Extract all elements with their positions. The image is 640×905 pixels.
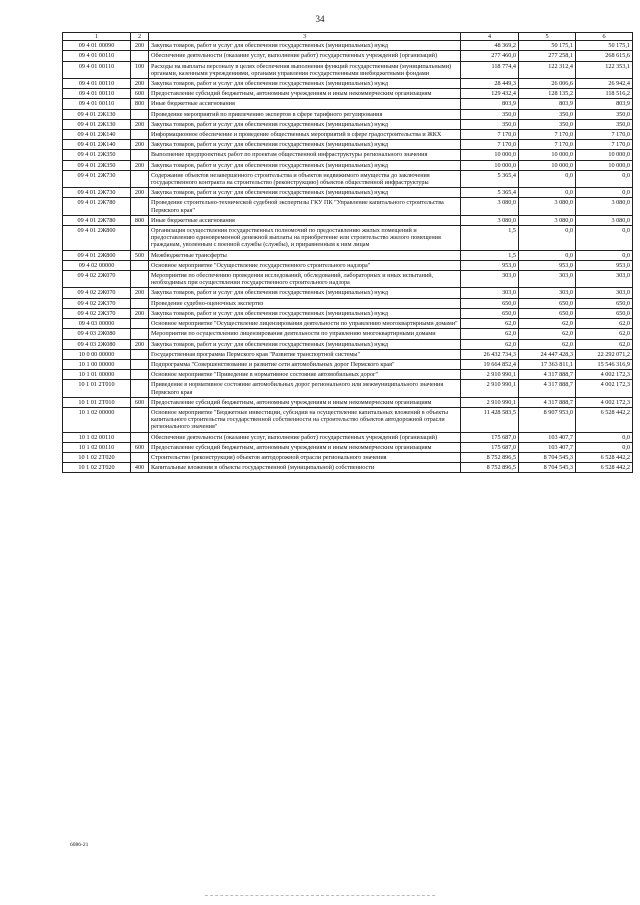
row-name: Капитальные вложения в объекты государственной (муниципальной) собственности [149,463,461,473]
row-name: Основное мероприятие "Осуществление государственного строительного надзора" [149,260,461,270]
row-value-col6: 4 002 172,3 [576,397,633,407]
row-name: Приведение в нормативное состояние автомобильных дорог регионального или межмуниципального значения Пермского края [149,380,461,397]
table-row [63,397,633,407]
row-value-col4: 26 432 734,3 [461,349,519,359]
table-row [63,288,633,298]
row-type-code [131,170,149,187]
column-header: 1 [63,33,131,41]
row-value-col6: 7 170,0 [576,130,633,140]
row-type-code [131,298,149,308]
column-header: 3 [149,33,461,41]
row-code: 09 4 01 2Ж140 [63,140,131,150]
row-value-col6: 650,0 [576,298,633,308]
row-value-col5: 8 704 545,3 [519,463,576,473]
row-type-code: 200 [131,41,149,51]
table-row [63,329,633,339]
row-value-col4: 175 687,0 [461,432,519,442]
row-value-col6: 7 170,0 [576,140,633,150]
row-type-code [131,407,149,432]
row-name: Иные бюджетные ассигнования [149,215,461,225]
table-row [63,359,633,369]
row-type-code: 600 [131,442,149,452]
row-type-code [131,260,149,270]
row-code: 10 1 02 2Т020 [63,452,131,462]
row-type-code [131,319,149,329]
budget-table [62,32,633,473]
table-row [63,452,633,462]
row-name: Строительство (реконструкция) объектов автодорожной отрасли регионального значения [149,452,461,462]
row-value-col4: 3 080,0 [461,215,519,225]
row-value-col4: 19 664 852,4 [461,359,519,369]
row-value-col6: 303,0 [576,271,633,288]
row-code: 10 1 01 00000 [63,370,131,380]
row-code: 09 4 03 2Ж080 [63,329,131,339]
row-value-col5: 62,0 [519,319,576,329]
row-value-col6: 62,0 [576,329,633,339]
table-row [63,319,633,329]
row-type-code: 400 [131,463,149,473]
row-value-col6: 4 002 172,3 [576,370,633,380]
table-row [63,109,633,119]
row-value-col4: 62,0 [461,339,519,349]
row-value-col4: 3 080,0 [461,198,519,215]
column-header: 4 [461,33,519,41]
row-name: Иные бюджетные ассигнования [149,99,461,109]
row-value-col4: 129 432,4 [461,89,519,99]
row-value-col6: 10 000,0 [576,160,633,170]
row-value-col5: 0,0 [519,188,576,198]
row-value-col4: 28 449,3 [461,79,519,89]
column-header: 2 [131,33,149,41]
row-name: Закупка товаров, работ и услуг для обеспечения государственных (муниципальных) нужд [149,160,461,170]
table-row [63,51,633,61]
row-value-col6: 15 546 316,9 [576,359,633,369]
row-type-code: 200 [131,160,149,170]
row-type-code [131,452,149,462]
row-name: Основное мероприятие "Бюджетные инвестиции, субсидии на осуществление капитальных вложений в объекты капитального строительства государственной собственности на строительство объектов автодорожной отрасли регионального значения" [149,407,461,432]
row-name: Организация осуществления государственных полномочий по предоставлению жилых помещений и предоставлению единовременной денежной выплаты на приобретение или строительство жилого помещения гражданам, уволенным с военной службы (службы), и приравненным к ним лицам [149,226,461,251]
row-value-col4: 175 687,0 [461,442,519,452]
row-type-code: 800 [131,215,149,225]
row-value-col4: 48 369,2 [461,41,519,51]
row-type-code [131,349,149,359]
row-code: 10 1 01 2Т010 [63,397,131,407]
row-value-col6: 22 292 071,2 [576,349,633,359]
table-row [63,198,633,215]
row-name: Основное мероприятие "Приведение в нормативное состояние автомобильных дорог" [149,370,461,380]
table-row [63,89,633,99]
table-row [63,407,633,432]
table-row [63,463,633,473]
row-type-code [131,150,149,160]
row-name: Информационное обеспечение и проведение общественных мероприятий в сфере градостроительства и ЖКХ [149,130,461,140]
row-type-code: 600 [131,89,149,99]
row-code: 09 4 02 2Ж070 [63,271,131,288]
row-name: Проведение судебно-оценочных экспертиз [149,298,461,308]
table-row [63,170,633,187]
row-value-col5: 8 704 545,3 [519,452,576,462]
row-code: 09 4 01 2Ж130 [63,109,131,119]
table-header-row [63,33,633,41]
row-value-col5: 4 317 888,7 [519,370,576,380]
row-value-col5: 10 000,0 [519,160,576,170]
table-row [63,339,633,349]
row-type-code: 100 [131,61,149,78]
row-name: Основное мероприятие "Осуществление лицензирования деятельности по управлению многоквартирными домами" [149,319,461,329]
row-value-col5: 128 135,2 [519,89,576,99]
row-name: Расходы на выплаты персоналу в целях обеспечения выполнения функций государственными (муниципальными) органами, казенными учреждениями, органами управления государственными внебюджетными фондами [149,61,461,78]
row-name: Подпрограмма "Совершенствование и развитие сети автомобильных дорог Пермского края" [149,359,461,369]
row-name: Предоставление субсидий бюджетным, автономным учреждениям и иным некоммерческим организациям [149,89,461,99]
row-value-col5: 650,0 [519,308,576,318]
row-value-col5: 277 258,1 [519,51,576,61]
table-row [63,79,633,89]
row-value-col6: 50 175,1 [576,41,633,51]
row-value-col4: 5 365,4 [461,170,519,187]
row-name: Закупка товаров, работ и услуг для обеспечения государственных (муниципальных) нужд [149,288,461,298]
row-type-code [131,432,149,442]
row-value-col5: 17 363 811,1 [519,359,576,369]
table-row [63,442,633,452]
row-name: Обеспечение деятельности (оказание услуг, выполнение работ) государственных учреждений (организаций) [149,51,461,61]
table-row [63,160,633,170]
row-value-col4: 10 000,0 [461,150,519,160]
page-number: 34 [315,14,325,24]
bottom-divider [205,895,435,896]
row-value-col5: 103 407,7 [519,432,576,442]
row-name: Закупка товаров, работ и услуг для обеспечения государственных (муниципальных) нужд [149,41,461,51]
row-value-col5: 803,9 [519,99,576,109]
row-value-col5: 10 000,0 [519,150,576,160]
row-code: 10 1 02 00110 [63,442,131,452]
row-value-col4: 8 752 896,5 [461,463,519,473]
row-type-code [131,130,149,140]
row-value-col6: 4 002 172,3 [576,380,633,397]
row-code: 09 4 01 2Ж730 [63,188,131,198]
row-value-col4: 650,0 [461,298,519,308]
row-value-col5: 7 170,0 [519,140,576,150]
row-value-col5: 62,0 [519,339,576,349]
row-value-col6: 0,0 [576,432,633,442]
row-value-col5: 953,0 [519,260,576,270]
table-row [63,370,633,380]
row-code: 10 0 00 00000 [63,349,131,359]
column-header: 6 [576,33,633,41]
table-row [63,41,633,51]
row-name: Содержание объектов незавершенного строительства и объектов недвижимого имущества до заключения государственного контракта на строительство (реконструкцию) объектов общественной инфраструктуры [149,170,461,187]
table-row [63,215,633,225]
row-value-col4: 350,0 [461,109,519,119]
row-code: 09 4 01 2Ж800 [63,250,131,260]
row-name: Проведение мероприятий по привлечению экспертов в сфере тарифного регулирования [149,109,461,119]
row-name: Мероприятия по обеспечению проведения исследований, обследований, лабораторных и иных испытаний, необходимых при осуществлении государственного строительного надзора [149,271,461,288]
row-value-col4: 62,0 [461,319,519,329]
row-value-col5: 4 317 888,7 [519,397,576,407]
row-value-col6: 62,0 [576,319,633,329]
row-type-code [131,109,149,119]
row-name: Межбюджетные трансферты [149,250,461,260]
row-value-col4: 2 910 990,1 [461,380,519,397]
row-code: 10 1 02 00110 [63,432,131,442]
row-value-col6: 6 528 442,2 [576,463,633,473]
row-value-col5: 8 907 953,0 [519,407,576,432]
row-code: 09 4 01 00110 [63,79,131,89]
row-value-col6: 118 516,2 [576,89,633,99]
row-code: 09 4 01 00110 [63,61,131,78]
row-code: 09 4 01 2Ж350 [63,160,131,170]
row-value-col4: 1,5 [461,226,519,251]
table-row [63,61,633,78]
row-value-col4: 11 428 583,5 [461,407,519,432]
row-code: 09 4 01 00110 [63,51,131,61]
row-value-col4: 303,0 [461,271,519,288]
row-code: 09 4 01 2Ж730 [63,170,131,187]
table-row [63,308,633,318]
row-value-col5: 3 080,0 [519,198,576,215]
row-type-code: 200 [131,339,149,349]
row-value-col4: 650,0 [461,308,519,318]
row-value-col5: 24 447 428,3 [519,349,576,359]
table-row [63,150,633,160]
row-value-col5: 303,0 [519,288,576,298]
row-value-col6: 0,0 [576,226,633,251]
table-row [63,260,633,270]
row-value-col6: 3 080,0 [576,215,633,225]
row-value-col5: 122 312,4 [519,61,576,78]
row-value-col6: 303,0 [576,288,633,298]
row-value-col6: 0,0 [576,170,633,187]
row-value-col4: 62,0 [461,329,519,339]
row-type-code [131,271,149,288]
row-type-code: 200 [131,79,149,89]
footer-code: 6086-21 [70,842,89,848]
row-name: Закупка товаров, работ и услуг для обеспечения государственных (муниципальных) нужд [149,140,461,150]
row-type-code: 800 [131,99,149,109]
row-value-col4: 303,0 [461,288,519,298]
row-value-col4: 350,0 [461,119,519,129]
row-value-col5: 0,0 [519,226,576,251]
table-row [63,188,633,198]
row-value-col4: 277 460,0 [461,51,519,61]
row-code: 10 1 02 2Т020 [63,463,131,473]
row-code: 09 4 01 2Ж780 [63,198,131,215]
row-value-col6: 0,0 [576,188,633,198]
row-value-col6: 6 528 442,2 [576,452,633,462]
table-body [63,41,633,473]
row-code: 09 4 01 2Ж140 [63,130,131,140]
table-row [63,119,633,129]
row-value-col5: 3 080,0 [519,215,576,225]
table-row [63,298,633,308]
row-value-col4: 2 910 990,1 [461,370,519,380]
table-row [63,271,633,288]
row-code: 09 4 02 00000 [63,260,131,270]
row-value-col6: 10 000,0 [576,150,633,160]
row-value-col5: 0,0 [519,250,576,260]
row-value-col5: 303,0 [519,271,576,288]
row-code: 09 4 02 2Ж070 [63,288,131,298]
row-value-col6: 953,0 [576,260,633,270]
row-value-col6: 3 080,0 [576,198,633,215]
row-type-code: 600 [131,397,149,407]
row-type-code: 500 [131,250,149,260]
table-row [63,130,633,140]
row-type-code [131,226,149,251]
row-type-code [131,198,149,215]
row-type-code: 200 [131,119,149,129]
row-value-col6: 650,0 [576,308,633,318]
table-row [63,432,633,442]
row-value-col5: 650,0 [519,298,576,308]
row-name: Закупка товаров, работ и услуг для обеспечения государственных (муниципальных) нужд [149,308,461,318]
row-code: 09 4 01 00090 [63,41,131,51]
row-name: Государственная программа Пермского края "Развитие транспортной системы" [149,349,461,359]
row-name: Выполнение предпроектных работ по проектам общественной инфраструктуры регионального значения [149,150,461,160]
row-name: Предоставление субсидий бюджетным, автономным учреждениям и иным некоммерческим организациям [149,442,461,452]
row-value-col5: 103 407,7 [519,442,576,452]
row-code: 09 4 02 2Ж370 [63,308,131,318]
row-value-col6: 268 615,6 [576,51,633,61]
table-row [63,250,633,260]
table-row [63,99,633,109]
row-type-code [131,380,149,397]
table-row [63,140,633,150]
row-value-col4: 2 910 990,1 [461,397,519,407]
row-value-col6: 350,0 [576,119,633,129]
row-type-code [131,51,149,61]
row-code: 09 4 01 2Ж350 [63,150,131,160]
row-name: Предоставление субсидий бюджетным, автономным учреждениям и иным некоммерческим организациям [149,397,461,407]
row-type-code: 200 [131,140,149,150]
row-type-code [131,370,149,380]
row-value-col5: 4 317 888,7 [519,380,576,397]
column-header: 5 [519,33,576,41]
row-value-col4: 7 170,0 [461,140,519,150]
row-value-col4: 10 000,0 [461,160,519,170]
row-code: 09 4 01 2Ж780 [63,215,131,225]
row-value-col6: 0,0 [576,442,633,452]
table-row [63,226,633,251]
row-value-col4: 7 170,0 [461,130,519,140]
row-code: 09 4 02 2Ж370 [63,298,131,308]
row-value-col6: 62,0 [576,339,633,349]
row-value-col5: 26 006,6 [519,79,576,89]
row-value-col6: 803,9 [576,99,633,109]
row-name: Мероприятия по осуществлению лицензирования деятельности по управлению многоквартирными домами [149,329,461,339]
row-value-col5: 62,0 [519,329,576,339]
row-value-col6: 350,0 [576,109,633,119]
row-name: Обеспечение деятельности (оказание услуг, выполнение работ) государственных учреждений (организаций) [149,432,461,442]
row-value-col4: 953,0 [461,260,519,270]
row-value-col5: 7 170,0 [519,130,576,140]
row-type-code [131,359,149,369]
row-code: 09 4 03 2Ж080 [63,339,131,349]
row-value-col5: 50 175,1 [519,41,576,51]
row-code: 09 4 03 00000 [63,319,131,329]
row-type-code: 200 [131,288,149,298]
row-code: 10 1 01 2Т010 [63,380,131,397]
row-value-col5: 350,0 [519,109,576,119]
row-value-col5: 350,0 [519,119,576,129]
row-value-col6: 0,0 [576,250,633,260]
row-name: Закупка товаров, работ и услуг для обеспечения государственных (муниципальных) нужд [149,188,461,198]
row-name: Закупка товаров, работ и услуг для обеспечения государственных (муниципальных) нужд [149,339,461,349]
row-name: Закупка товаров, работ и услуг для обеспечения государственных (муниципальных) нужд [149,79,461,89]
table-row [63,380,633,397]
row-code: 09 4 01 2Ж130 [63,119,131,129]
row-value-col6: 122 353,1 [576,61,633,78]
row-code: 09 4 01 2Ж800 [63,226,131,251]
row-type-code: 200 [131,308,149,318]
row-value-col5: 0,0 [519,170,576,187]
row-value-col6: 6 528 442,2 [576,407,633,432]
row-code: 10 1 00 00000 [63,359,131,369]
row-code: 10 1 02 00000 [63,407,131,432]
row-value-col4: 5 365,4 [461,188,519,198]
row-type-code: 200 [131,188,149,198]
row-value-col4: 803,9 [461,99,519,109]
row-name: Закупка товаров, работ и услуг для обеспечения государственных (муниципальных) нужд [149,119,461,129]
table-row [63,349,633,359]
row-value-col4: 1,5 [461,250,519,260]
row-value-col4: 8 752 896,5 [461,452,519,462]
row-code: 09 4 01 00110 [63,99,131,109]
row-type-code [131,329,149,339]
row-value-col6: 26 942,4 [576,79,633,89]
row-code: 09 4 01 00110 [63,89,131,99]
row-value-col4: 118 774,4 [461,61,519,78]
row-name: Проведение строительно-технической судебной экспертизы ГКУ ПК "Управление капитального строительства Пермского края" [149,198,461,215]
